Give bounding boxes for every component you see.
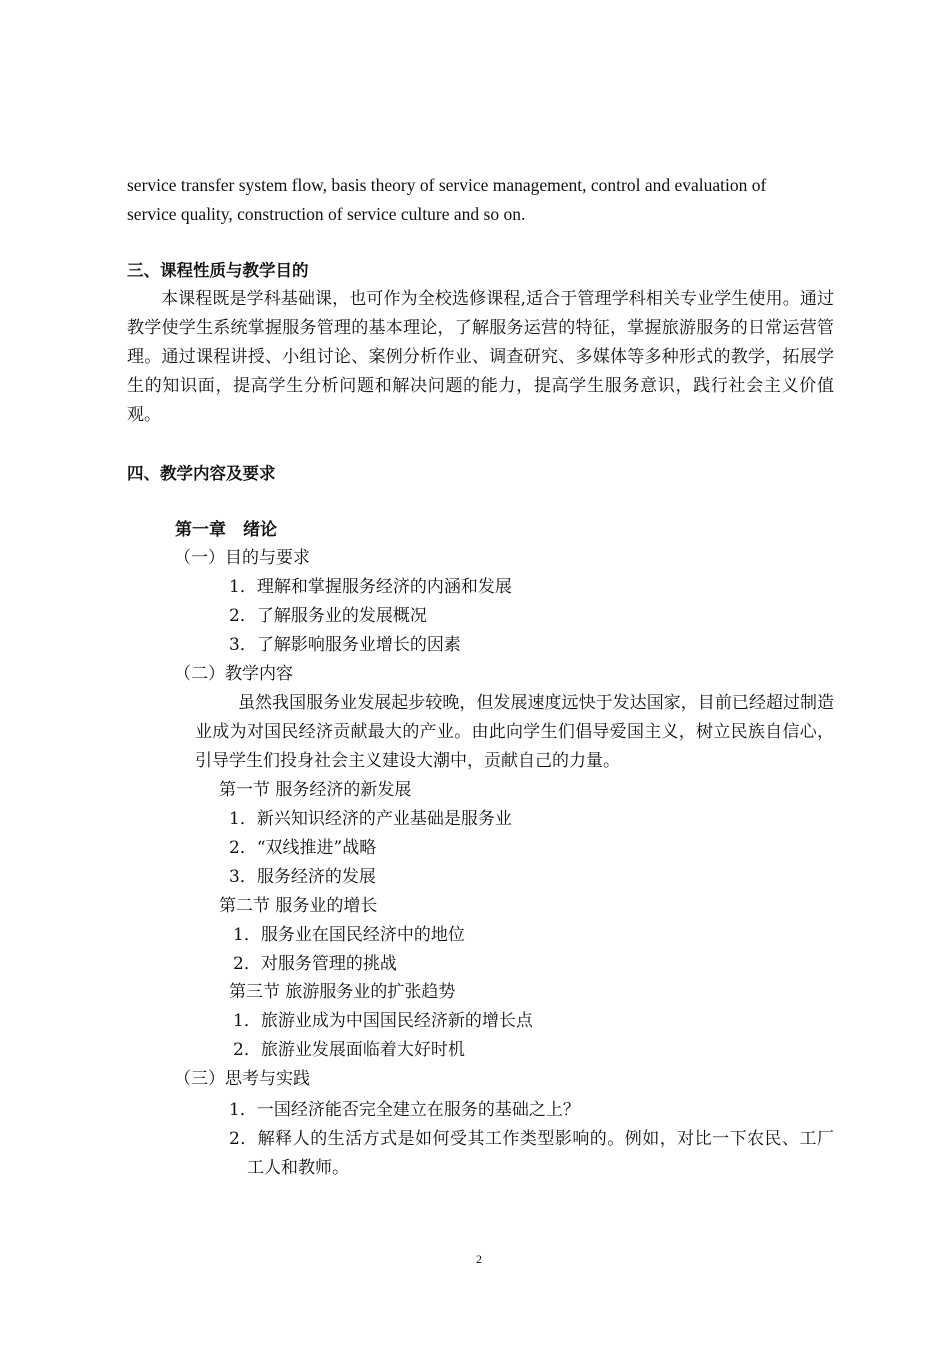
content-label: （二）教学内容 — [174, 664, 293, 684]
section-title: 第一节 服务经济的新发展 — [219, 780, 412, 800]
section-title: 第二节 服务业的增长 — [219, 896, 378, 916]
section-3-heading: 三、课程性质与教学目的 — [127, 261, 309, 280]
intro-line-1: service transfer system flow, basis theory of service management, control and evaluation of — [127, 175, 767, 195]
section-item: 2．对服务管理的挑战 — [233, 954, 397, 974]
section-item: 2．“双线推进”战略 — [229, 838, 377, 858]
section-item: 1．旅游业成为中国国民经济新的增长点 — [233, 1011, 533, 1031]
section-item: 1．新兴知识经济的产业基础是服务业 — [229, 809, 512, 829]
content-intro-paragraph: 虽然我国服务业发展起步较晚，但发展速度远快于发达国家，目前已经超过制造业成为对国民经济贡献最大的产业。由此向学生们倡导爱国主义，树立民族自信心，引导学生们投身社会主义建设大潮中，贡献自己的力量。 — [195, 693, 834, 771]
chapter-title: 第一章 绪论 — [175, 520, 277, 540]
goal-item: 1．理解和掌握服务经济的内涵和发展 — [229, 577, 512, 597]
practice-label: （三）思考与实践 — [174, 1069, 310, 1089]
page-number: 2 — [476, 1252, 482, 1266]
section-4-heading: 四、教学内容及要求 — [127, 464, 276, 483]
goal-item: 2．了解服务业的发展概况 — [229, 606, 427, 626]
practice-item-text: 2．解释人的生活方式是如何受其工作类型影响的。例如，对比一下农民、工厂工人和教师。 — [229, 1129, 834, 1178]
goal-item: 3．了解影响服务业增长的因素 — [229, 635, 461, 655]
section-title: 第三节 旅游服务业的扩张趋势 — [229, 982, 456, 1002]
goals-label: （一）目的与要求 — [174, 548, 310, 568]
intro-line-2: service quality, construction of service culture and so on. — [127, 204, 526, 224]
section-item: 1．服务业在国民经济中的地位 — [233, 925, 465, 945]
section-3-paragraph: 本课程既是学科基础课，也可作为全校选修课程,适合于管理学科相关专业学生使用。通过教学使学生系统掌握服务管理的基本理论，了解服务运营的特征，掌握旅游服务的日常运营管理。通过课程讲授、小组讨论、案例分析作业、调查研究、多媒体等多种形式的教学，拓展学生的知识面，提高学生分析问题和解决问题的能力，提高学生服务意识，践行社会主义价值观。 — [127, 289, 834, 425]
practice-item: 1．一国经济能否完全建立在服务的基础之上？ — [229, 1100, 580, 1120]
section-item: 2．旅游业发展面临着大好时机 — [233, 1040, 465, 1060]
section-item: 3．服务经济的发展 — [229, 867, 376, 887]
practice-item — [229, 1125, 834, 1183]
